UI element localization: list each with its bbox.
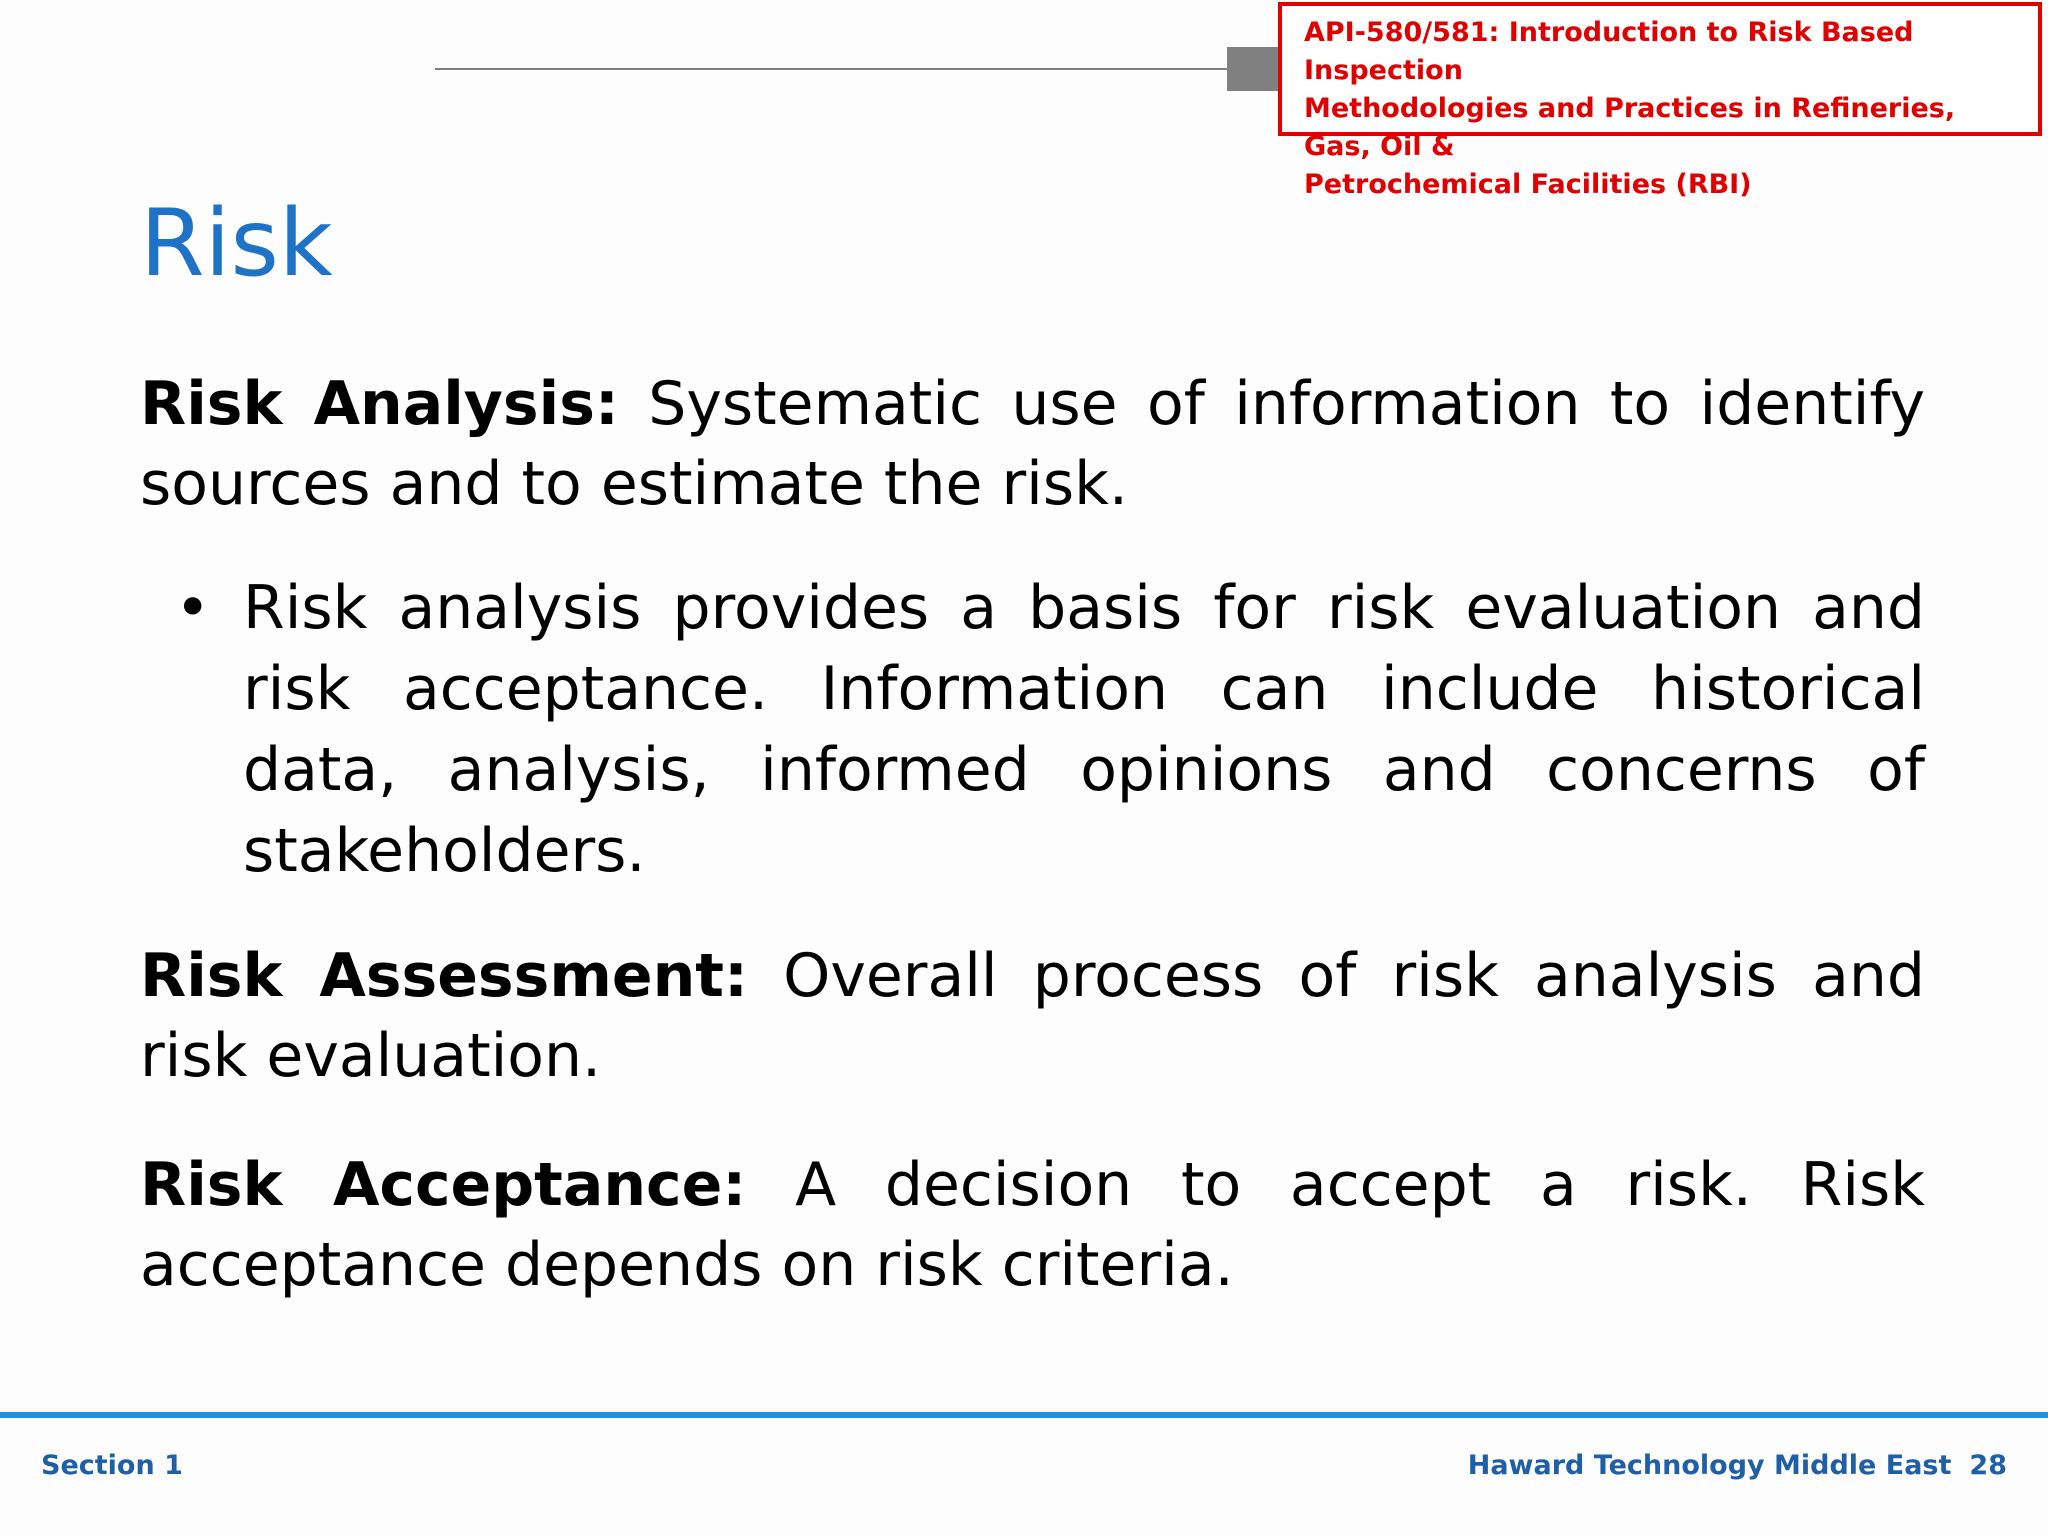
definition-text: A decision to accept a risk. Risk acceptance depends on risk criteria. bbox=[140, 1150, 1925, 1300]
definition-text: Overall process of risk analysis and risk evaluation. bbox=[140, 941, 1925, 1091]
slide-content bbox=[140, 364, 1925, 1305]
page-title: Risk bbox=[140, 189, 333, 297]
footer-divider bbox=[0, 1412, 2048, 1418]
definition-risk-assessment bbox=[140, 936, 1925, 1096]
bullet-icon: • bbox=[175, 573, 211, 643]
bullet-item bbox=[140, 568, 1925, 892]
definition-text: Systematic use of information to identify sources and to estimate the risk. bbox=[140, 369, 1925, 519]
page-number: 28 bbox=[1969, 1450, 2007, 1481]
definition-term: Risk Assessment: bbox=[140, 941, 748, 1011]
course-title: API-580/581: Introduction to Risk Based Inspection Methodologies and Practices in Refineries, Gas, Oil & Petrochemical Facilities (RBI) bbox=[1304, 17, 1956, 200]
header-connector-line bbox=[435, 68, 1230, 70]
course-title-box bbox=[1278, 2, 2042, 200]
footer-right bbox=[1468, 1448, 2007, 1484]
definition-term: Risk Analysis: bbox=[140, 369, 619, 439]
footer-section-label: Section 1 bbox=[41, 1450, 183, 1481]
definition-term: Risk Acceptance: bbox=[140, 1150, 747, 1220]
footer-company: Haward Technology Middle East bbox=[1467, 1450, 1952, 1481]
definition-risk-acceptance bbox=[140, 1145, 1925, 1305]
bullet-text: Risk analysis provides a basis for risk evaluation and risk acceptance. Information can include historical data, analysis, informed opinions and concerns of stakeholders. bbox=[243, 573, 1925, 886]
header-connector-square bbox=[1227, 47, 1279, 91]
definition-risk-analysis bbox=[140, 364, 1925, 524]
